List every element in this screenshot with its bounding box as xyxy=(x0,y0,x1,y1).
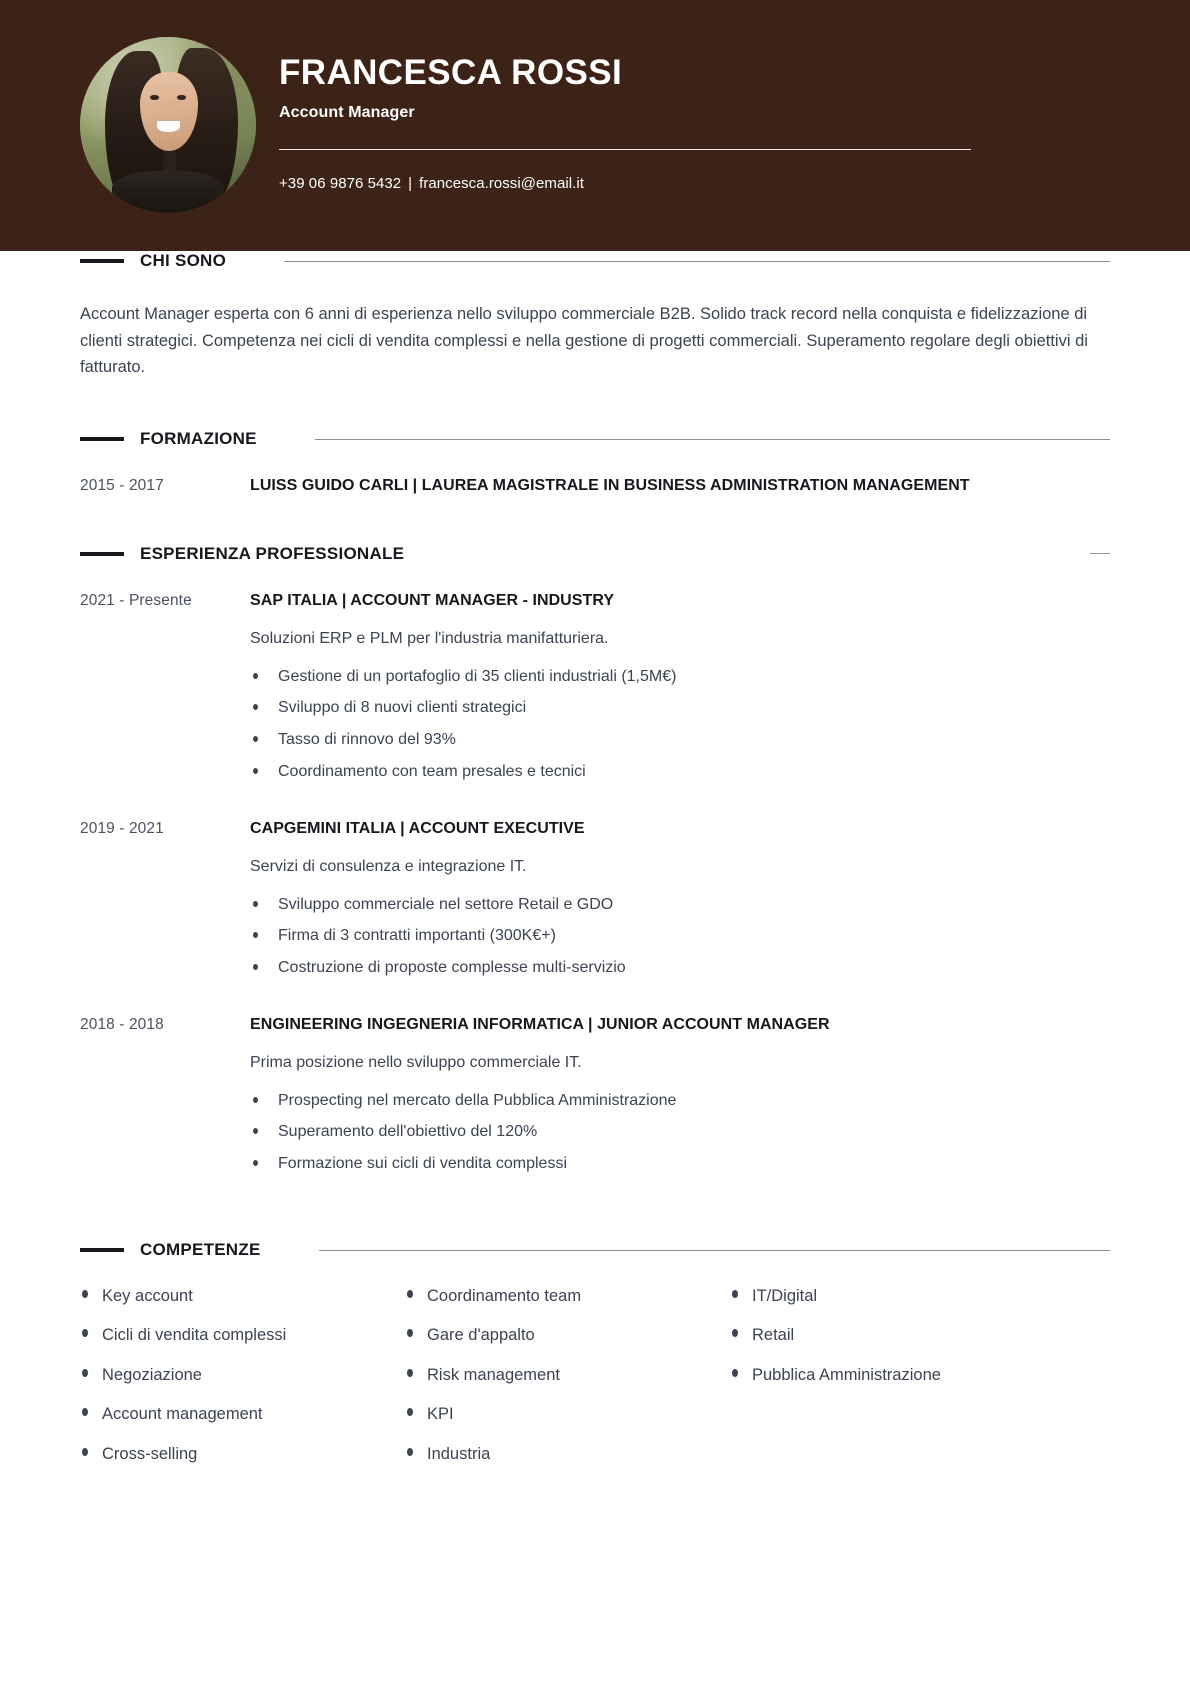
list-item: Tasso di rinnovo del 93% xyxy=(250,728,1110,753)
section-dash-icon xyxy=(80,259,124,263)
section-rule xyxy=(1090,553,1110,554)
section-about xyxy=(80,251,1110,381)
list-item: Coordinamento team xyxy=(405,1286,730,1307)
experience-bullet-list xyxy=(250,1089,1110,1177)
list-item: Negoziazione xyxy=(80,1365,405,1386)
contact-email: francesca.rossi@email.it xyxy=(419,175,584,193)
avatar-photo xyxy=(80,37,256,213)
section-rule xyxy=(284,261,1110,262)
avatar xyxy=(80,37,256,213)
list-item: Pubblica Amministrazione xyxy=(730,1365,1110,1386)
section-header-about xyxy=(80,251,1110,271)
skills-column xyxy=(80,1286,405,1483)
list-item: Account management xyxy=(80,1404,405,1425)
list-item: Retail xyxy=(730,1325,1110,1346)
experience-bullet-list xyxy=(250,665,1110,785)
list-item: Cicli di vendita complessi xyxy=(80,1325,405,1346)
section-title-experience: ESPERIENZA PROFESSIONALE xyxy=(140,543,405,563)
section-header-education xyxy=(80,429,1110,449)
experience-description: Prima posizione nello sviluppo commerciale IT. xyxy=(250,1053,582,1071)
experience-entry xyxy=(80,818,1110,988)
list-item: Cross-selling xyxy=(80,1444,405,1465)
education-entry xyxy=(80,475,1110,498)
list-item: Sviluppo commerciale nel settore Retail e GDO xyxy=(250,893,1110,918)
experience-description: Soluzioni ERP e PLM per l'industria manifatturiera. xyxy=(250,629,609,647)
experience-main xyxy=(250,818,1110,988)
resume-body xyxy=(0,251,1190,1483)
section-header-skills xyxy=(80,1240,1110,1260)
experience-date: 2018 - 2018 xyxy=(80,1015,164,1033)
section-rule xyxy=(315,439,1110,440)
experience-bullet-list xyxy=(250,893,1110,981)
list-item: Coordinamento con team presales e tecnici xyxy=(250,760,1110,785)
education-date: 2015 - 2017 xyxy=(80,477,164,495)
about-summary-text: Account Manager esperta con 6 anni di esperienza nello sviluppo commerciale B2B. Solido track record nella conquista e fidelizzazione di clienti strategici. Competenza nei cicli di vendita complessi e nella gestione di progetti commerciali. Superamento regolare degli obiettivi di fatturato. xyxy=(80,305,1088,377)
list-item: Risk management xyxy=(405,1365,730,1386)
experience-date: 2021 - Presente xyxy=(80,591,192,609)
section-header-experience xyxy=(80,544,1110,564)
skills-column xyxy=(730,1286,1110,1483)
header-text-block xyxy=(279,52,979,192)
experience-entry xyxy=(80,590,1110,792)
section-rule xyxy=(319,1250,1110,1251)
experience-entry xyxy=(80,1014,1110,1184)
contact-line xyxy=(279,175,979,192)
list-item: Formazione sui cicli di vendita complessi xyxy=(250,1152,1110,1177)
skills-grid xyxy=(80,1286,1110,1483)
list-item: Superamento dell'obiettivo del 120% xyxy=(250,1120,1110,1145)
list-item: IT/Digital xyxy=(730,1286,1110,1307)
experience-date: 2019 - 2021 xyxy=(80,819,164,837)
section-dash-icon xyxy=(80,1248,124,1252)
section-title-about: CHI SONO xyxy=(140,251,227,270)
list-item: Prospecting nel mercato della Pubblica Amministrazione xyxy=(250,1089,1110,1114)
section-dash-icon xyxy=(80,552,124,556)
candidate-name: FRANCESCA ROSSI xyxy=(279,53,623,92)
section-education xyxy=(80,429,1110,498)
skills-column xyxy=(405,1286,730,1483)
contact-separator: | xyxy=(408,175,413,193)
list-item: Firma di 3 contratti importanti (300K€+) xyxy=(250,924,1110,949)
education-title: LUISS GUIDO CARLI | LAUREA MAGISTRALE IN BUSINESS ADMINISTRATION MANAGEMENT xyxy=(250,477,970,495)
section-title-education: FORMAZIONE xyxy=(140,429,257,449)
contact-phone: +39 06 9876 5432 xyxy=(279,175,402,193)
experience-title: SAP ITALIA | ACCOUNT MANAGER - INDUSTRY xyxy=(250,591,615,609)
list-item: Key account xyxy=(80,1286,405,1307)
experience-main xyxy=(250,590,1110,792)
experience-main xyxy=(250,1014,1110,1184)
section-skills xyxy=(80,1240,1110,1483)
experience-description: Servizi di consulenza e integrazione IT. xyxy=(250,857,527,875)
list-item: Costruzione di proposte complesse multi-servizio xyxy=(250,956,1110,981)
section-dash-icon xyxy=(80,437,124,441)
experience-title: ENGINEERING INGEGNERIA INFORMATICA | JUNIOR ACCOUNT MANAGER xyxy=(250,1015,830,1033)
avatar-eye-right xyxy=(177,95,186,100)
section-title-skills: COMPETENZE xyxy=(140,1240,261,1259)
experience-title: CAPGEMINI ITALIA | ACCOUNT EXECUTIVE xyxy=(250,819,585,837)
education-main xyxy=(250,475,1110,498)
resume-header xyxy=(0,0,1190,251)
list-item: Industria xyxy=(405,1444,730,1465)
list-item: Gestione di un portafoglio di 35 clienti industriali (1,5M€) xyxy=(250,665,1110,690)
header-divider xyxy=(279,149,971,150)
candidate-role: Account Manager xyxy=(279,104,415,122)
list-item: Gare d'appalto xyxy=(405,1325,730,1346)
list-item: KPI xyxy=(405,1404,730,1425)
avatar-torso xyxy=(112,171,225,213)
avatar-eye-left xyxy=(150,95,159,100)
section-experience xyxy=(80,544,1110,1184)
list-item: Sviluppo di 8 nuovi clienti strategici xyxy=(250,696,1110,721)
